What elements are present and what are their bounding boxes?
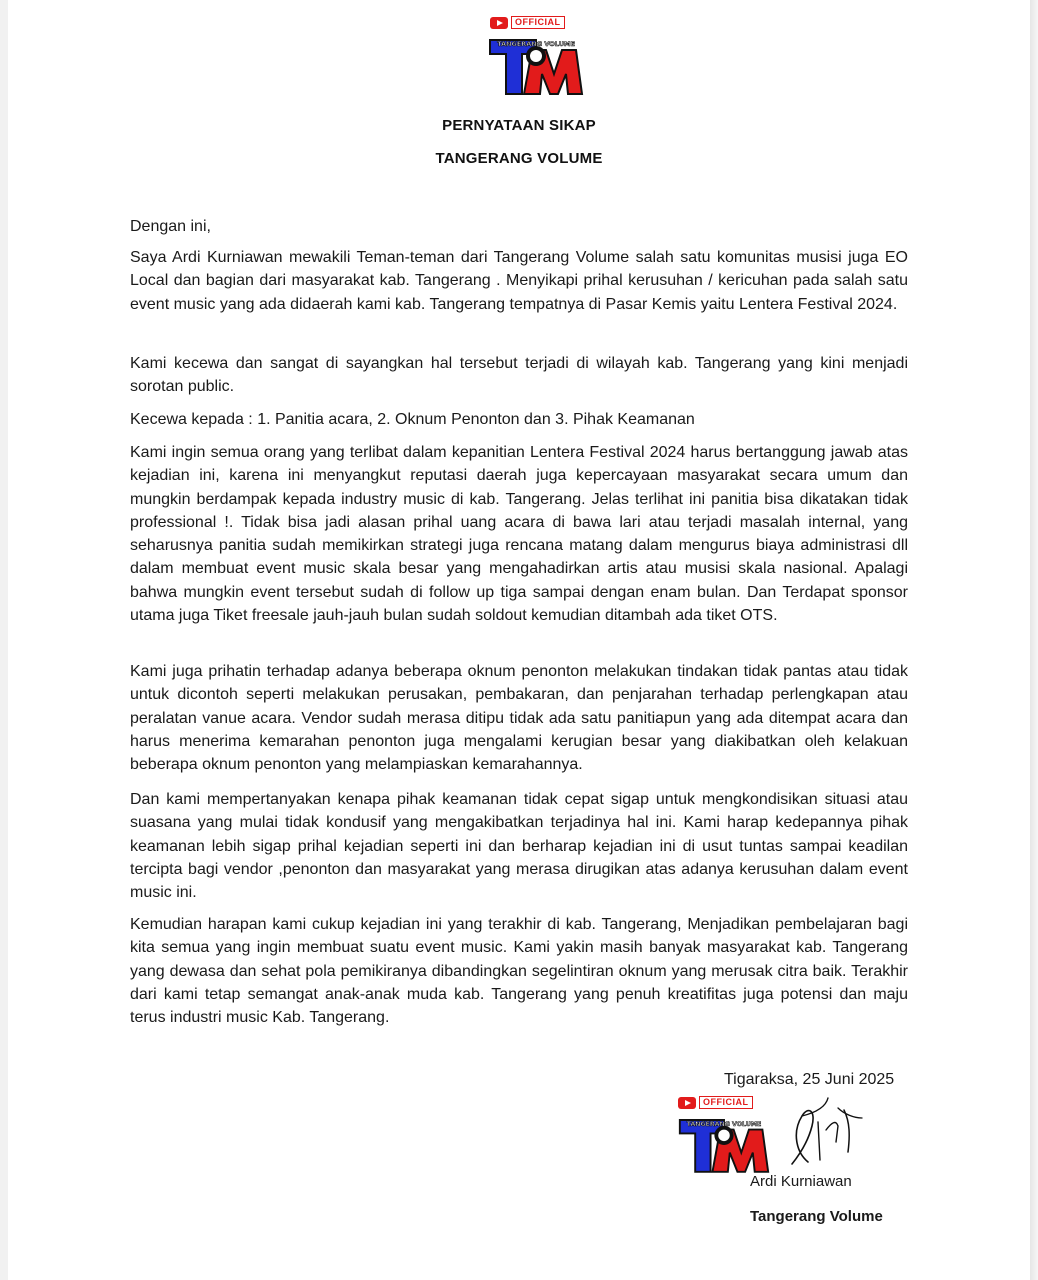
page-title: PERNYATAAN SIKAP	[442, 117, 596, 134]
header-logo	[486, 16, 586, 98]
paragraph-text: Kemudian harapan kami cukup kejadian ini yang terakhir di kab. Tangerang, Menjadikan pembelajaran bagi kita semua yang ingin membuat suatu event music. Kami yakin masih banyak masyarakat kab. Tangerang yang dewasa dan sehat pola pemikiranya dibandingkan segelintiran oknum yang merusak citra baik. Terakhir dari kami tetap semangat anak-anak muda kab. Tangerang yang penuh kreatifitas juga potensi dan maju terus industri music Kab. Tangerang.	[130, 916, 908, 1027]
paragraph-3	[130, 408, 908, 431]
tangerang-volume-logo-icon	[486, 34, 586, 96]
paragraph-2	[130, 352, 908, 399]
official-badge	[490, 16, 565, 29]
official-badge	[678, 1096, 753, 1109]
logo-script-text: TANGERANG VOLUME	[497, 40, 575, 48]
page-subtitle: TANGERANG VOLUME	[435, 150, 603, 167]
greeting-text: Dengan ini,	[130, 218, 211, 235]
signature-icon	[778, 1092, 868, 1177]
paragraph-5	[130, 660, 908, 776]
signer-name: Ardi Kurniawan	[750, 1173, 852, 1190]
youtube-play-icon	[490, 17, 508, 29]
signer-organization: Tangerang Volume	[750, 1208, 883, 1225]
youtube-play-icon	[678, 1097, 696, 1109]
paragraph-text: Kami ingin semua orang yang terlibat dalam kepanitian Lentera Festival 2024 harus bertanggung jawab atas kejadian ini, karena ini menyangkut reputasi daerah juga kepercayaan masyarakat secara umum dan mungkin berdampak kepada industry music di kab. Tangerang. Jelas terlihat ini panitia bisa dikatakan tidak professional !. Tidak bisa jadi alasan prihal uang acara di bawa lari atau terjadi masalah internal, yang seharusnya panitia sudah memikirkan strategi juga rencana matang dalam mengurus biaya administrasi dll dalam membuat event music skala besar yang mengahadirkan artis atau musisi skala nasional. Apalagi bahwa mungkin event tersebut sudah di follow up tiga sampai dengan enam bulan. Dan Terdapat sponsor utama juga Tiket freesale jauh-jauh bulan sudah soldout kemudian ditambah ada tiket OTS.	[130, 444, 908, 625]
paragraph-text: Kecewa kepada : 1. Panitia acara, 2. Oknum Penonton dan 3. Pihak Keamanan	[130, 411, 695, 428]
paragraph-1	[130, 246, 908, 316]
paragraph-6	[130, 788, 908, 904]
official-label: OFFICIAL	[699, 1096, 753, 1109]
place-date: Tigaraksa, 25 Juni 2025	[724, 1071, 895, 1088]
tangerang-volume-logo-icon	[676, 1114, 772, 1174]
paragraph-text: Kami kecewa dan sangat di sayangkan hal tersebut terjadi di wilayah kab. Tangerang yang kini menjadi sorotan public.	[130, 355, 908, 396]
letter-page	[8, 0, 1030, 1280]
footer-logo	[676, 1094, 772, 1176]
greeting	[130, 215, 908, 238]
logo-script-text: TANGERANG VOLUME	[686, 1120, 762, 1128]
paragraph-4	[130, 441, 908, 627]
page-edge-shadow	[1030, 0, 1038, 1280]
paragraph-text: Saya Ardi Kurniawan mewakili Teman-teman dari Tangerang Volume salah satu komunitas musisi juga EO Local dan bagian dari masyarakat kab. Tangerang . Menyikapi prihal kerusuhan / kericuhan pada salah satu event music yang ada didaerah kami kab. Tangerang tempatnya di Pasar Kemis yaitu Lentera Festival 2024.	[130, 249, 908, 313]
paragraph-text: Dan kami mempertanyakan kenapa pihak keamanan tidak cepat sigap untuk mengkondisikan situasi atau suasana yang mulai tidak kondusif yang mengakibatkan terjadinya hal ini. Kami harap kedepannya pihak keamanan lebih sigap prihal kejadian seperti ini dan berharap kejadian ini di usut tuntas sampai keadilan tercipta bagi vendor ,penonton dan masyarakat yang merasa dirugikan atas adanya kerusuhan dalam event music ini.	[130, 791, 908, 902]
paragraph-7	[130, 913, 908, 1029]
official-label: OFFICIAL	[511, 16, 565, 29]
paragraph-text: Kami juga prihatin terhadap adanya beberapa oknum penonton melakukan tindakan tidak pantas atau tidak untuk dicontoh seperti melakukan perusakan, pembakaran, dan penjarahan terhadap perlengkapan atau peralatan vanue acara. Vendor sudah merasa ditipu tidak ada satu panitiapun yang ada ditempat acara dan harus menerima kemarahan penonton juga mengalami kerugian besar yang diakibatkan oleh kelakuan beberapa oknum penonton yang melampiaskan kemarahannya.	[130, 663, 908, 774]
